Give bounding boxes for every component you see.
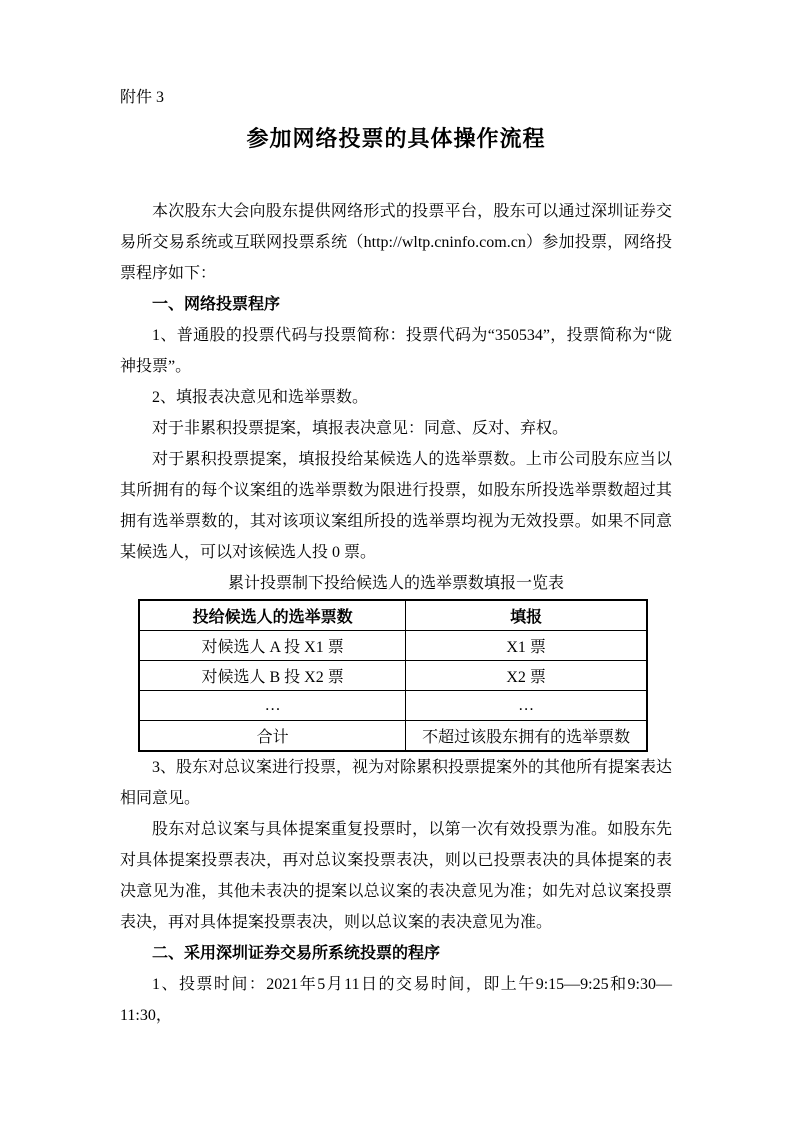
table-cell-ellipsis-fill: … — [406, 691, 647, 721]
table-header-row — [139, 600, 647, 631]
section1-heading: 一、网络投票程序 — [152, 296, 281, 313]
para-general-proposal: 3、股东对总议案进行投票，视为对除累积投票提案外的其他所有提案表达相同意见。 — [120, 759, 673, 807]
para-repeat-voting: 股东对总议案与具体提案重复投票时，以第一次有效投票为准。如股东先对具体提案投票表决，再对总议案投票表决，则以已投票表决的具体提案的表决意见为准，其他未表决的提案以总议案的表决意见为准；如先对总议案投票表决，再对具体提案投票表决，则以总议案的表决意见为准。 — [120, 821, 672, 931]
table-row — [139, 691, 647, 721]
section2-heading: 二、采用深圳证券交易所系统投票的程序 — [152, 945, 441, 962]
para-vote-code: 1、普通股的投票代码与投票简称：投票代码为“350534”，投票简称为“陇神投票”。 — [120, 327, 672, 375]
table-caption: 累计投票制下投给候选人的选举票数填报一览表 — [227, 575, 564, 592]
para-fill-opinion: 2、填报表决意见和选举票数。 — [152, 389, 369, 406]
table-cell-total-fill: 不超过该股东拥有的选举票数 — [406, 721, 647, 752]
para-voting-time: 1、投票时间：2021年5月11日的交易时间，即上午9:15—9:25和9:30—11:30， — [120, 976, 672, 1024]
table-cell-candidate-b-fill: X2 票 — [406, 661, 647, 691]
document-title: 参加网络投票的具体操作流程 — [246, 126, 546, 151]
table-cell-candidate-a: 对候选人 A 投 X1 票 — [139, 631, 406, 661]
header-cell-votes: 投给候选人的选举票数 — [139, 600, 406, 631]
intro-paragraph: 本次股东大会向股东提供网络形式的投票平台，股东可以通过深圳证券交易所交易系统或互联网投票系统（http://wltp.cninfo.com.cn）参加投票，网络投票程序如下： — [120, 203, 672, 282]
attachment-label: 附件 3 — [120, 89, 165, 106]
table-cell-total: 合计 — [139, 721, 406, 752]
table-cell-candidate-a-fill: X1 票 — [406, 631, 647, 661]
table-row — [139, 631, 647, 661]
table-cell-ellipsis: … — [139, 691, 406, 721]
para-non-cumulative: 对于非累积投票提案，填报表决意见：同意、反对、弃权。 — [152, 420, 569, 437]
table-cell-candidate-b: 对候选人 B 投 X2 票 — [139, 661, 406, 691]
header-cell-fill: 填报 — [406, 600, 647, 631]
vote-table — [138, 599, 648, 752]
table-row — [139, 661, 647, 691]
table-row — [139, 721, 647, 752]
para-cumulative: 对于累积投票提案，填报投给某候选人的选举票数。上市公司股东应当以其所拥有的每个议案组的选举票数为限进行投票，如股东所投选举票数超过其拥有选举票数的，其对该项议案组所投的选举票均视为无效投票。如果不同意某候选人，可以对该候选人投 0 票。 — [120, 451, 672, 561]
